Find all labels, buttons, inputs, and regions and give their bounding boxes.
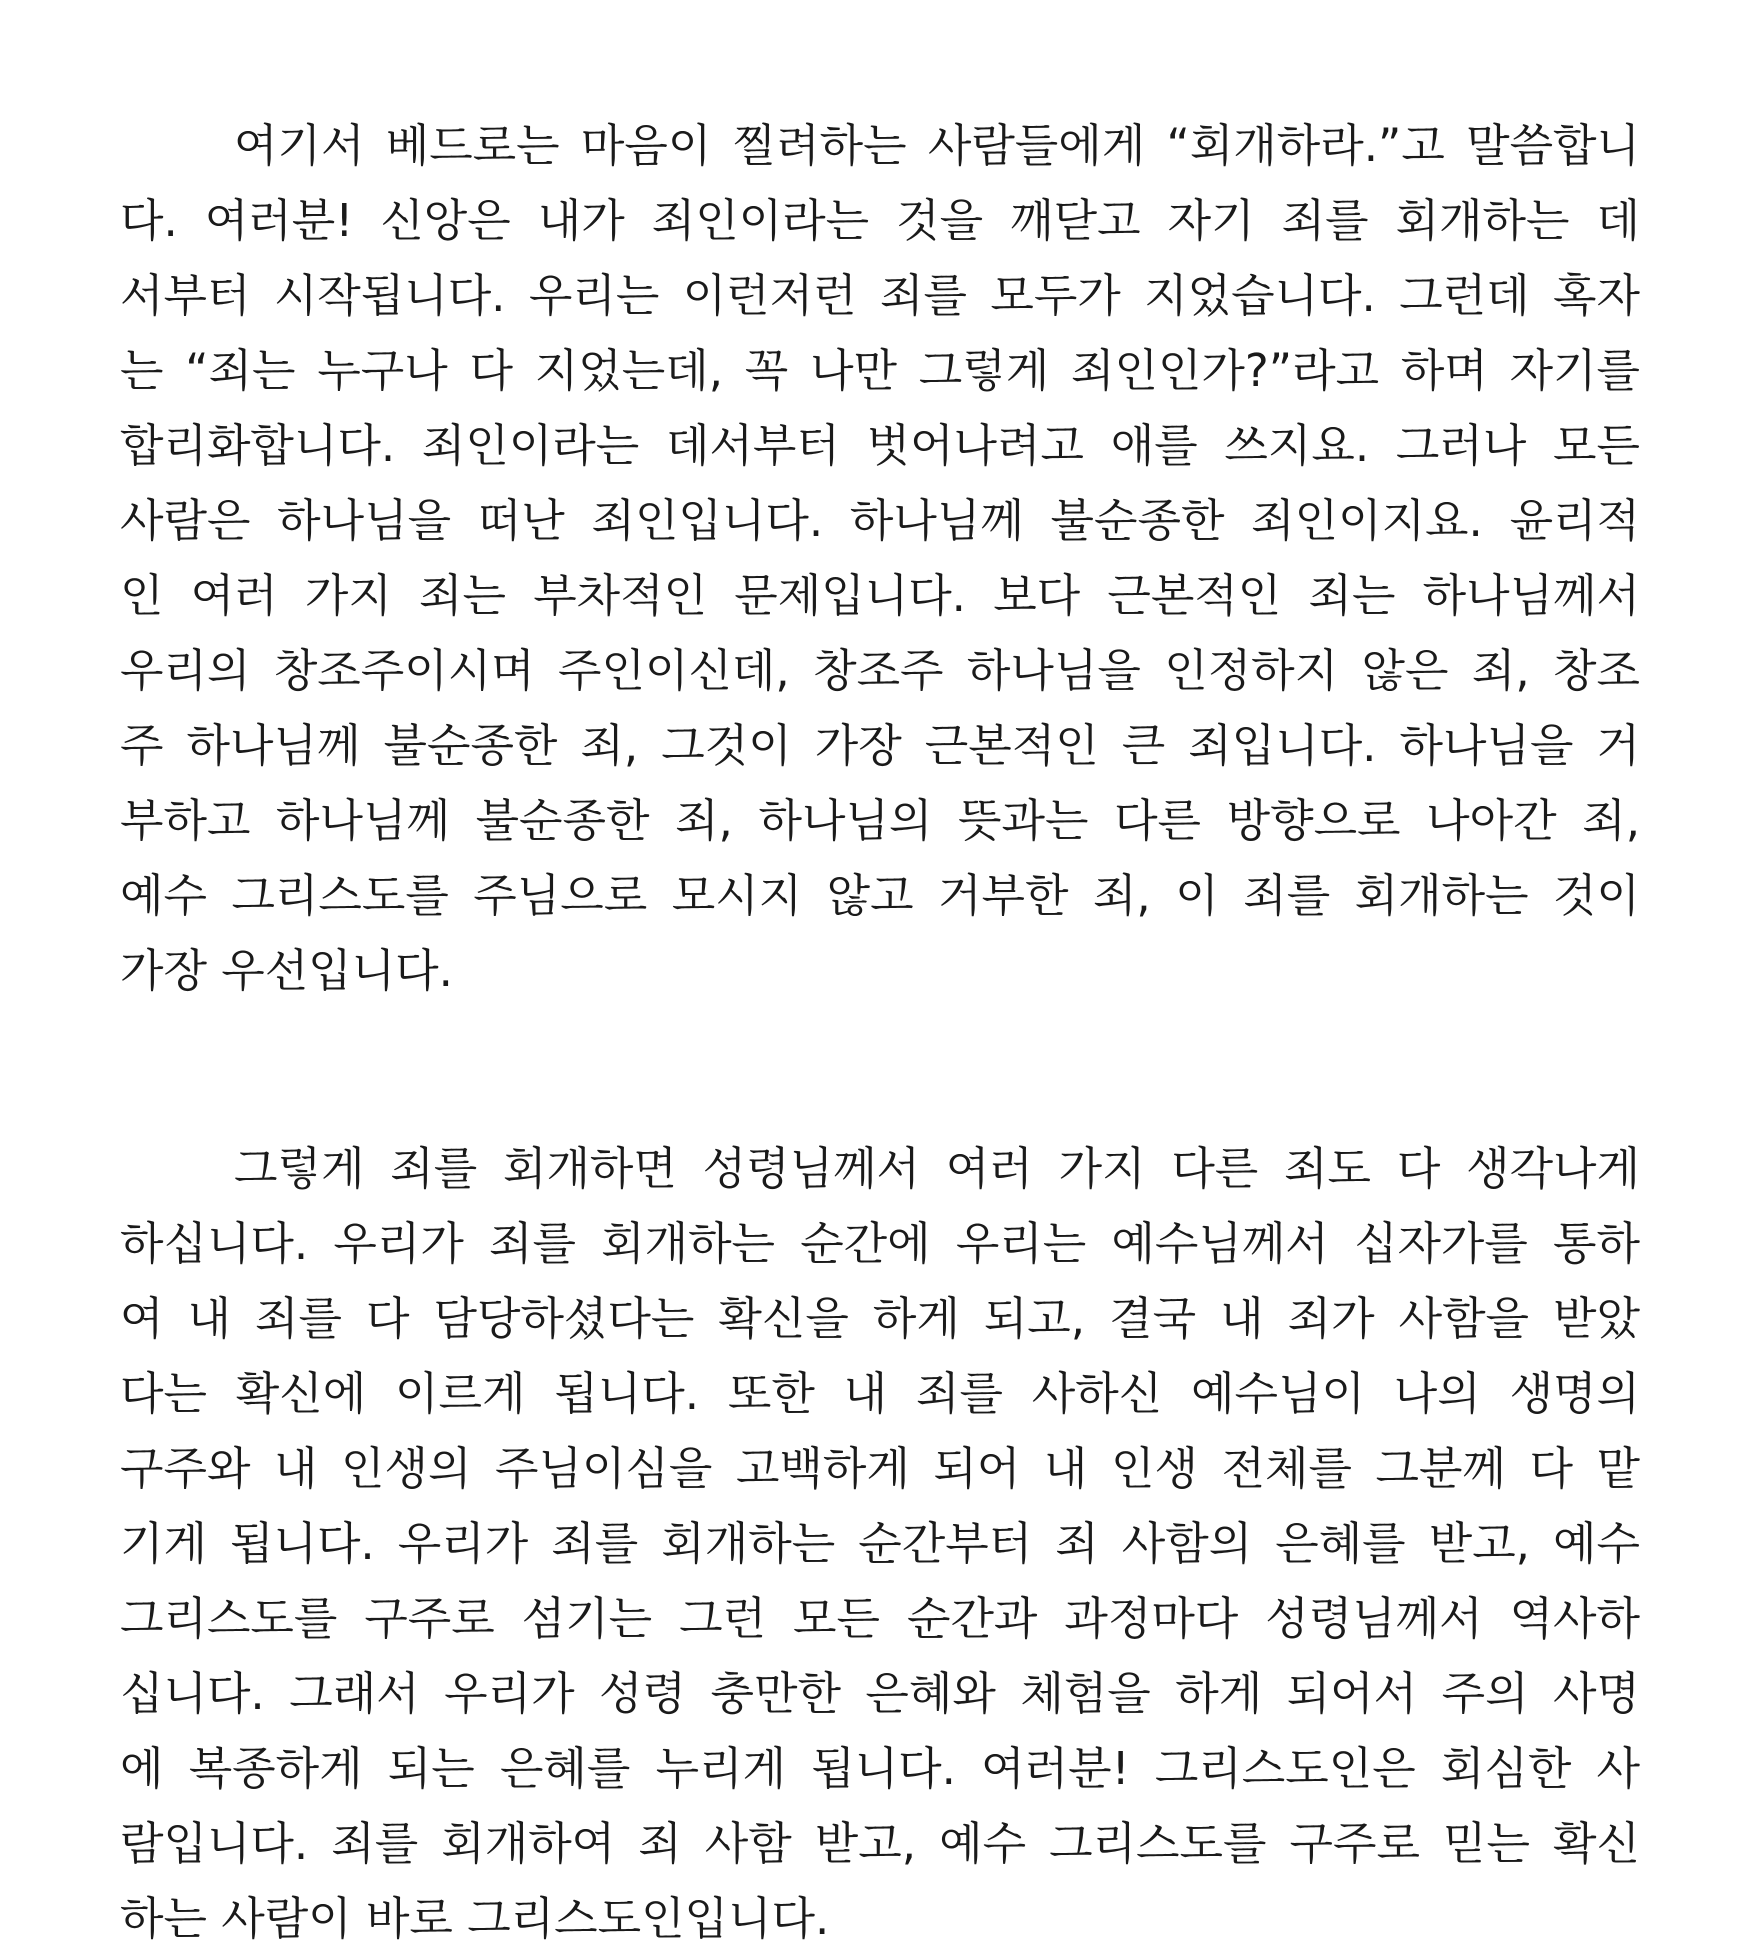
paragraph-1 [120,108,1640,1008]
text-line: 주 하나님께 불순종한 죄, 그것이 가장 근본적인 큰 죄입니다. 하나님을 거 [120,719,1640,772]
text-line: 우리의 창조주이시며 주인이신데, 창조주 하나님을 인정하지 않은 죄, 창조 [120,644,1640,697]
text-line: 그리스도를 구주로 섬기는 그런 모든 순간과 과정마다 성령님께서 역사하 [120,1592,1640,1645]
text-line: 는 “죄는 누구나 다 지었는데, 꼭 나만 그렇게 죄인인가?”라고 하며 자기를 [120,344,1640,397]
text-line: 하십니다. 우리가 죄를 회개하는 순간에 우리는 예수님께서 십자가를 통하 [120,1217,1640,1270]
text-line: 예수 그리스도를 주님으로 모시지 않고 거부한 죄, 이 죄를 회개하는 것이 [120,869,1640,922]
text-line: 합리화합니다. 죄인이라는 데서부터 벗어나려고 애를 쓰지요. 그러나 모든 [120,419,1640,472]
paragraph-spacer [120,1008,1640,1131]
text-line: 에 복종하게 되는 은혜를 누리게 됩니다. 여러분! 그리스도인은 회심한 사 [120,1742,1640,1795]
text-line: 부하고 하나님께 불순종한 죄, 하나님의 뜻과는 다른 방향으로 나아간 죄, [120,794,1640,847]
text-line: 다. 여러분! 신앙은 내가 죄인이라는 것을 깨닫고 자기 죄를 회개하는 데 [120,194,1640,247]
text-line: 기게 됩니다. 우리가 죄를 회개하는 순간부터 죄 사함의 은혜를 받고, 예수 [120,1517,1640,1570]
text-line: 다는 확신에 이르게 됩니다. 또한 내 죄를 사하신 예수님이 나의 생명의 [120,1367,1640,1420]
text-line: 서부터 시작됩니다. 우리는 이런저런 죄를 모두가 지었습니다. 그런데 혹자 [120,269,1640,322]
text-line: 십니다. 그래서 우리가 성령 충만한 은혜와 체험을 하게 되어서 주의 사명 [120,1667,1640,1720]
text-line: 그렇게 죄를 회개하면 성령님께서 여러 가지 다른 죄도 다 생각나게 [234,1142,1640,1195]
text-line: 하는 사람이 바로 그리스도인입니다. [120,1892,830,1945]
text-line: 여 내 죄를 다 담당하셨다는 확신을 하게 되고, 결국 내 죄가 사함을 받았 [120,1292,1640,1345]
text-line: 여기서 베드로는 마음이 찔려하는 사람들에게 “회개하라.”고 말씀합니 [234,119,1640,172]
text-line: 가장 우선입니다. [120,944,453,997]
document-page [120,108,1640,1956]
text-line: 람입니다. 죄를 회개하여 죄 사함 받고, 예수 그리스도를 구주로 믿는 확신 [120,1817,1640,1870]
text-line: 사람은 하나님을 떠난 죄인입니다. 하나님께 불순종한 죄인이지요. 윤리적 [120,494,1640,547]
text-line: 인 여러 가지 죄는 부차적인 문제입니다. 보다 근본적인 죄는 하나님께서 [120,569,1640,622]
paragraph-2 [120,1131,1640,1956]
text-line: 구주와 내 인생의 주님이심을 고백하게 되어 내 인생 전체를 그분께 다 맡 [120,1442,1640,1495]
